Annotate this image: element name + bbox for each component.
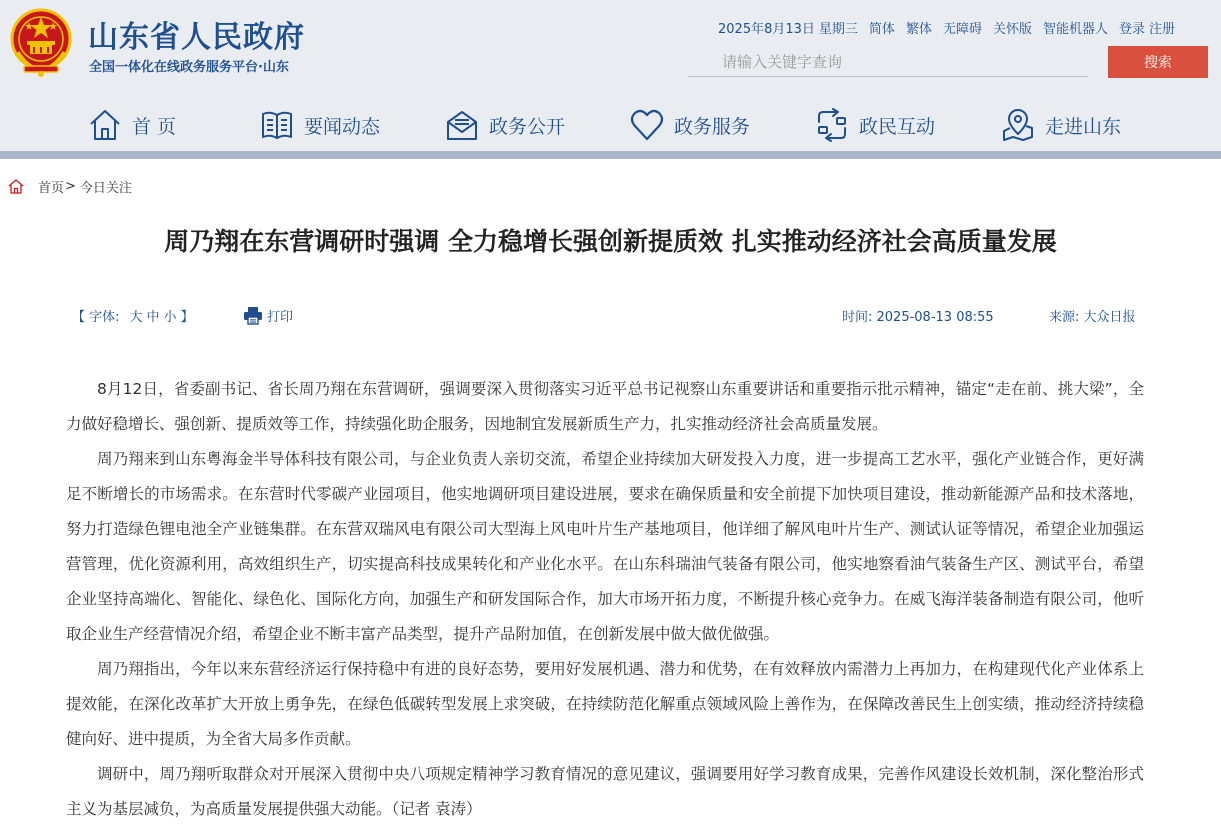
breadcrumb bbox=[8, 177, 132, 195]
link-accessibility[interactable]: 无障碍 bbox=[942, 21, 982, 37]
nav-open-government[interactable] bbox=[445, 102, 565, 148]
home-icon bbox=[88, 108, 122, 142]
article-body bbox=[66, 372, 1144, 827]
main-nav bbox=[0, 98, 1221, 150]
link-simplified[interactable]: 简体 bbox=[868, 21, 895, 37]
font-size-bracket-close: 】 bbox=[180, 309, 194, 325]
top-links bbox=[718, 17, 1175, 37]
exchange-icon bbox=[815, 108, 849, 142]
nav-news[interactable] bbox=[260, 102, 380, 148]
breadcrumb-home-link[interactable]: 首页 bbox=[38, 180, 65, 196]
font-size-medium-button[interactable]: 中 bbox=[146, 309, 160, 325]
search-input[interactable] bbox=[688, 47, 1088, 77]
home-icon[interactable] bbox=[8, 178, 24, 194]
print-label: 打印 bbox=[267, 309, 294, 325]
site-title[interactable]: 山东省人民政府 bbox=[88, 20, 305, 55]
publish-time: 时间: 2025-08-13 08:55 bbox=[842, 309, 994, 325]
article-paragraph: 8月12日，省委副书记、省长周乃翔在东营调研，强调要深入贯彻落实习近平总书记视察山东重要讲话和重要指示批示精神，锚定“走在前、挑大梁”，全力做好稳增长、强创新、提质效等工作，持续强化助企服务，因地制宜发展新质生产力，扎实推动经济社会高质量发展。 bbox=[66, 380, 1144, 433]
nav-interaction-label: 政民互动 bbox=[859, 115, 936, 138]
font-size-small-button[interactable]: 小 bbox=[163, 309, 177, 325]
article-paragraph: 调研中，周乃翔听取群众对开展深入贯彻中央八项规定精神学习教育情况的意见建议，强调要用好学习教育成果，完善作风建设长效机制，深化整治形式主义为基层减负，为高质量发展提供强大动能。（记者 袁涛） bbox=[66, 765, 1144, 818]
national-emblem-icon[interactable] bbox=[10, 8, 72, 78]
site-header bbox=[0, 0, 1221, 151]
article-title: 周乃翔在东营调研时强调 全力稳增长强创新提质效 扎实推动经济社会高质量发展 bbox=[164, 227, 1057, 256]
nav-open-government-label: 政务公开 bbox=[489, 115, 566, 138]
nav-government-services[interactable] bbox=[630, 102, 750, 148]
heart-icon bbox=[630, 108, 664, 142]
login-link[interactable]: 登录 bbox=[1119, 21, 1146, 37]
nav-news-label: 要闻动态 bbox=[304, 115, 381, 138]
nav-about-shandong[interactable] bbox=[1001, 102, 1121, 148]
article-paragraph: 周乃翔指出，今年以来东营经济运行保持稳中有进的良好态势，要用好发展机遇、潜力和优势，在有效释放内需潜力上再加力，在构建现代化产业体系上提效能，在深化改革扩大开放上勇争先，在绿色低碳转型发展上求突破，在持续防范化解重点领域风险上善作为，在保障改善民生上创实绩，推动经济持续稳健向好、进中提质，为全省大局多作贡献。 bbox=[66, 660, 1144, 748]
breadcrumb-separator: > bbox=[65, 178, 76, 194]
mail-icon bbox=[445, 108, 479, 142]
link-traditional[interactable]: 繁体 bbox=[905, 21, 932, 37]
font-size-large-button[interactable]: 大 bbox=[129, 309, 143, 325]
article-source: 来源: 大众日报 bbox=[1049, 309, 1136, 325]
register-link[interactable]: 注册 bbox=[1149, 21, 1176, 37]
search-button[interactable]: 搜索 bbox=[1108, 46, 1208, 78]
location-icon bbox=[1001, 108, 1035, 142]
site-subtitle: 全国一体化在线政务服务平台·山东 bbox=[89, 60, 289, 75]
nav-home[interactable] bbox=[88, 102, 176, 148]
nav-home-label: 首 页 bbox=[132, 115, 177, 138]
nav-divider-bar bbox=[0, 151, 1221, 159]
nav-government-services-label: 政务服务 bbox=[674, 115, 751, 138]
font-size-control bbox=[72, 305, 194, 325]
print-button[interactable] bbox=[243, 305, 293, 325]
breadcrumb-current[interactable]: 今日关注 bbox=[79, 180, 132, 196]
nav-about-shandong-label: 走进山东 bbox=[1045, 115, 1122, 138]
printer-icon bbox=[243, 305, 263, 325]
current-weekday: 星期三 bbox=[818, 21, 858, 37]
current-date: 2025年8月13日 bbox=[718, 21, 815, 37]
article-paragraph: 周乃翔来到山东粤海金半导体科技有限公司，与企业负责人亲切交流，希望企业持续加大研发投入力度，进一步提高工艺水平，强化产业链合作，更好满足不断增长的市场需求。在东营时代零碳产业园项目，他实地调研项目建设进展，要求在确保质量和安全前提下加快项目建设，推动新能源产品和技术落地，努力打造绿色锂电池全产业链集群。在东营双瑞风电有限公司大型海上风电叶片生产基地项目，他详细了解风电叶片生产、测试认证等情况，希望企业加强运营管理，优化资源利用，高效组织生产，切实提高科技成果转化和产业化水平。在山东科瑞油气装备有限公司，他实地察看油气装备生产区、测试平台，希望企业坚持高端化、智能化、绿色化、国际化方向，加强生产和研发国际合作，加大市场开拓力度，不断提升核心竞争力。在威飞海洋装备制造有限公司，他听取企业生产经营情况介绍，希望企业不断丰富产品类型，提升产品附加值，在创新发展中做大做优做强。 bbox=[66, 450, 1144, 643]
link-smart-robot[interactable]: 智能机器人 bbox=[1042, 21, 1108, 37]
nav-interaction[interactable] bbox=[815, 102, 935, 148]
book-icon bbox=[260, 108, 294, 142]
font-size-label: 【 字体: bbox=[72, 309, 120, 325]
link-elder-care[interactable]: 关怀版 bbox=[992, 21, 1032, 37]
